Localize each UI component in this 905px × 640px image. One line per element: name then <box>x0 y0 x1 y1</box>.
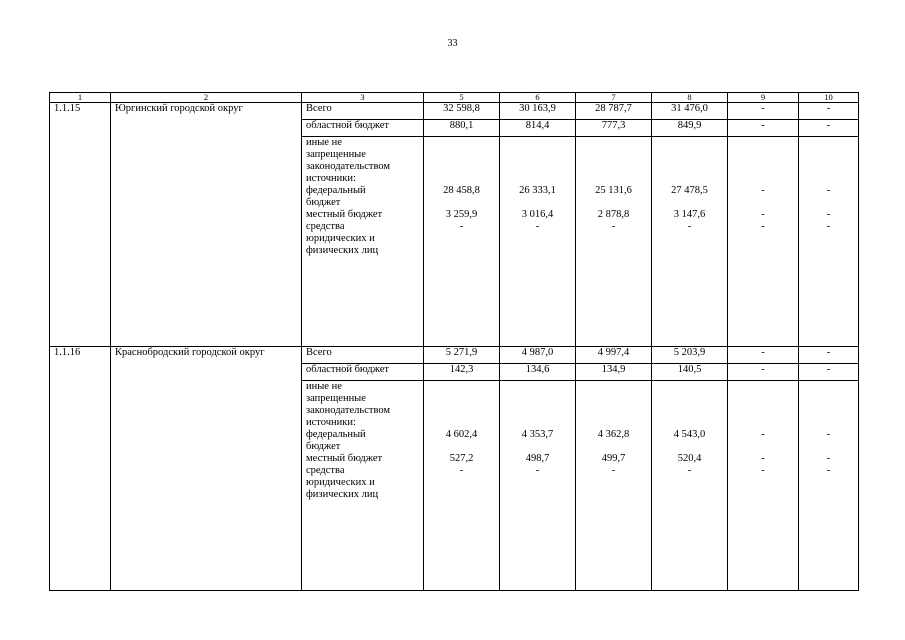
value-private: - <box>687 465 692 476</box>
value-local: - <box>761 453 765 464</box>
value-stack <box>799 381 859 591</box>
row-label-other-sources <box>302 137 424 347</box>
value-federal: 27 478,5 <box>671 185 708 196</box>
value-federal: - <box>826 185 831 196</box>
value-cell: 5 203,9 <box>652 347 728 364</box>
label-line: источники: <box>306 173 356 184</box>
label-line-federal: федеральный <box>306 429 366 440</box>
value-cell: 32 598,8 <box>424 103 500 120</box>
header-cell: 2 <box>111 93 302 103</box>
label-line: источники: <box>306 417 356 428</box>
value-stack <box>424 381 500 591</box>
label-line: иные не <box>306 381 342 392</box>
section-total-row <box>50 103 859 120</box>
value-stack <box>728 381 799 591</box>
section-name: Краснобродский городской округ <box>111 347 302 591</box>
header-row <box>50 93 859 103</box>
value-cell: 4 997,4 <box>576 347 652 364</box>
value-cell: - <box>728 347 799 364</box>
value-federal: - <box>826 429 831 440</box>
budget-table <box>49 92 859 591</box>
value-local: 3 147,6 <box>673 209 706 220</box>
value-cell: - <box>728 364 799 381</box>
value-private: - <box>611 221 616 232</box>
section-code: 1.1.15 <box>50 103 111 347</box>
value-local: - <box>826 209 831 220</box>
value-stack <box>799 137 859 347</box>
header-cell: 5 <box>424 93 500 103</box>
header-cell: 6 <box>500 93 576 103</box>
value-private: - <box>826 221 831 232</box>
header-cell: 9 <box>728 93 799 103</box>
value-stack <box>576 381 652 591</box>
row-label-regional: областной бюджет <box>302 120 424 137</box>
value-cell: 31 476,0 <box>652 103 728 120</box>
value-federal: 25 131,6 <box>595 185 632 196</box>
value-cell: - <box>799 347 859 364</box>
value-stack <box>576 137 652 347</box>
value-cell: 30 163,9 <box>500 103 576 120</box>
value-private: - <box>761 221 765 232</box>
value-cell: - <box>799 120 859 137</box>
label-line: запрещенные <box>306 149 366 160</box>
value-cell: 849,9 <box>652 120 728 137</box>
value-federal: 28 458,8 <box>443 185 480 196</box>
value-stack <box>424 137 500 347</box>
value-federal: 4 353,7 <box>521 429 554 440</box>
label-line-private: юридических и <box>306 233 375 244</box>
header-cell: 3 <box>302 93 424 103</box>
value-cell: - <box>799 103 859 120</box>
value-cell: 28 787,7 <box>576 103 652 120</box>
value-local: 520,4 <box>677 453 702 464</box>
value-private: - <box>611 465 616 476</box>
value-local: - <box>826 453 831 464</box>
value-private: - <box>826 465 831 476</box>
header-cell: 7 <box>576 93 652 103</box>
value-federal: - <box>761 429 765 440</box>
value-local: 2 878,8 <box>597 209 630 220</box>
value-cell: 5 271,9 <box>424 347 500 364</box>
value-private: - <box>535 221 540 232</box>
value-private: - <box>459 465 464 476</box>
value-federal: 4 602,4 <box>445 429 478 440</box>
value-cell: 880,1 <box>424 120 500 137</box>
value-private: - <box>459 221 464 232</box>
value-cell: 140,5 <box>652 364 728 381</box>
value-stack <box>500 137 576 347</box>
value-local: 3 016,4 <box>521 209 554 220</box>
label-line: запрещенные <box>306 393 366 404</box>
label-line: законодательством <box>306 405 391 416</box>
row-label-other-sources <box>302 381 424 591</box>
value-cell: 134,9 <box>576 364 652 381</box>
section-name: Юргинский городской округ <box>111 103 302 347</box>
label-line-private: средства <box>306 465 345 476</box>
value-federal: - <box>761 185 765 196</box>
value-cell: 814,4 <box>500 120 576 137</box>
value-cell: 134,6 <box>500 364 576 381</box>
section-code: 1.1.16 <box>50 347 111 591</box>
label-line-private: физических лиц <box>306 245 379 256</box>
value-cell: 142,3 <box>424 364 500 381</box>
value-cell: - <box>799 364 859 381</box>
value-cell: - <box>728 103 799 120</box>
row-label-total: Всего <box>302 103 424 120</box>
header-cell: 10 <box>799 93 859 103</box>
page-number: 33 <box>447 38 458 49</box>
label-line: иные не <box>306 137 342 148</box>
value-federal: 26 333,1 <box>519 185 556 196</box>
header-cell: 1 <box>50 93 111 103</box>
value-local: - <box>761 209 765 220</box>
value-stack <box>652 137 728 347</box>
label-line-local: местный бюджет <box>306 209 383 220</box>
value-local: 498,7 <box>525 453 550 464</box>
value-stack <box>500 381 576 591</box>
value-cell: 777,3 <box>576 120 652 137</box>
label-line-private: средства <box>306 221 345 232</box>
value-cell: - <box>728 120 799 137</box>
value-federal: 4 543,0 <box>673 429 706 440</box>
value-private: - <box>535 465 540 476</box>
label-line-private: юридических и <box>306 477 375 488</box>
header-cell: 8 <box>652 93 728 103</box>
value-local: 527,2 <box>449 453 474 464</box>
label-line-private: физических лиц <box>306 489 379 500</box>
value-private: - <box>761 465 765 476</box>
row-label-total: Всего <box>302 347 424 364</box>
value-local: 3 259,9 <box>445 209 478 220</box>
value-stack <box>728 137 799 347</box>
label-line-local: местный бюджет <box>306 453 383 464</box>
value-cell: 4 987,0 <box>500 347 576 364</box>
table-body <box>50 93 859 591</box>
section-total-row <box>50 347 859 364</box>
value-local: 499,7 <box>601 453 626 464</box>
value-stack <box>652 381 728 591</box>
row-label-regional: областной бюджет <box>302 364 424 381</box>
label-line-federal: бюджет <box>306 441 341 452</box>
label-line-federal: федеральный <box>306 185 366 196</box>
label-line-federal: бюджет <box>306 197 341 208</box>
value-private: - <box>687 221 692 232</box>
label-line: законодательством <box>306 161 391 172</box>
value-federal: 4 362,8 <box>597 429 630 440</box>
